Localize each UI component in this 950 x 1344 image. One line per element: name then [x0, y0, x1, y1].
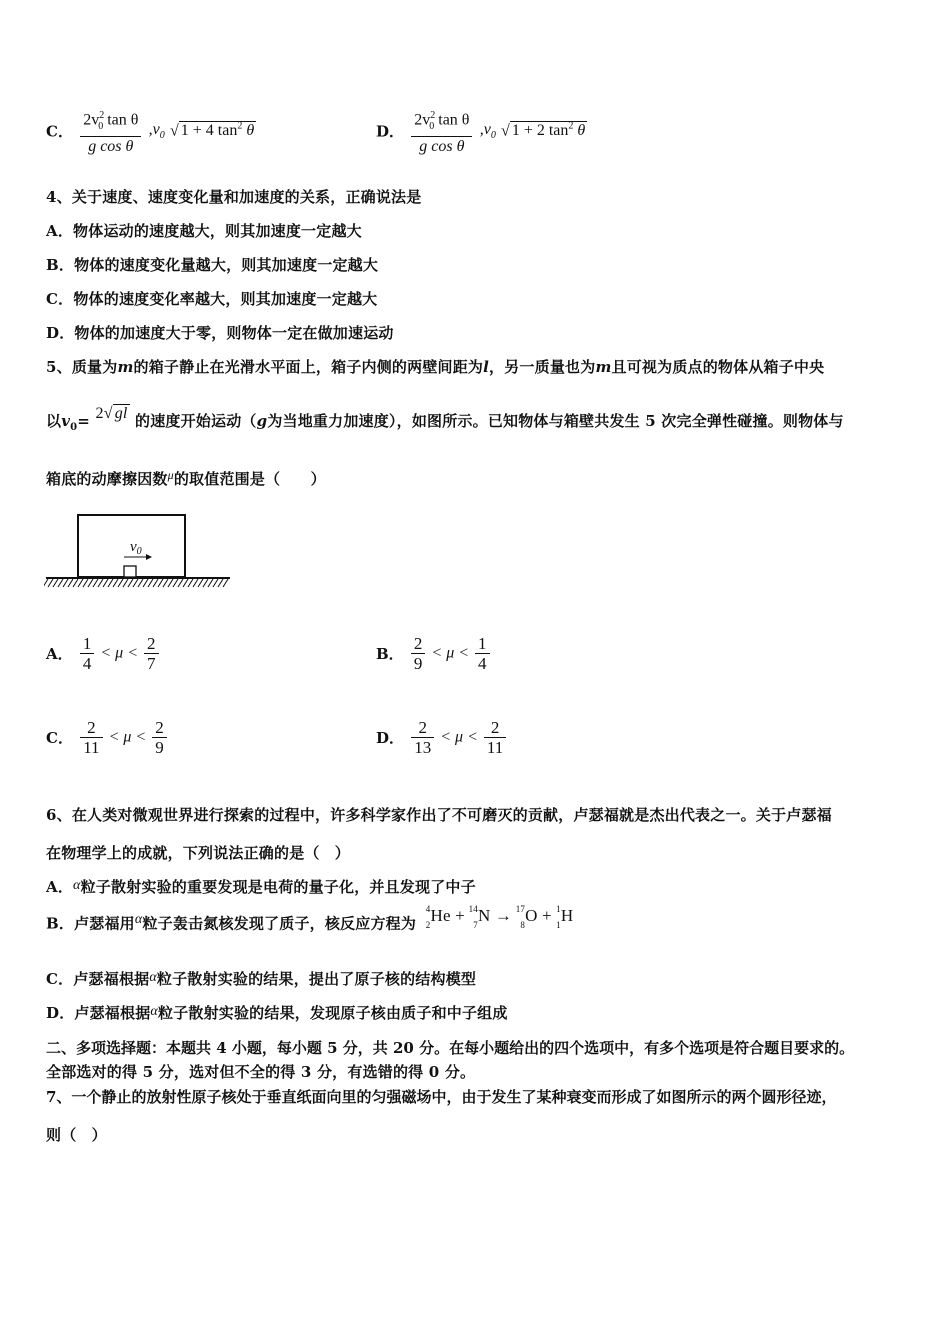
q5-option-d[interactable]: D． $\frac{2}{13}$ < μ < $\frac{2}{11}$	[376, 718, 508, 757]
hatch-mark	[208, 579, 213, 587]
q7-stem-line1: 7、一个静止的放射性原子核处于垂直纸面向里的匀强磁场中，由于发生了某种衰变而形成了如图所示的两个圆形径迹，	[46, 1088, 837, 1106]
section2-heading-line2: 全部选对的得 5 分，选对但不全的得 3 分，有选错的得 0 分。	[46, 1063, 476, 1081]
hatch-mark	[88, 579, 93, 587]
hatch-mark	[73, 579, 78, 587]
q3-option-d-fraction: $\frac{2v^2_0 \tan \theta}{\text{g cos θ}}$	[411, 106, 472, 156]
q4-option-d[interactable]: D．物体的加速度大于零，则物体一定在做加速运动	[46, 324, 394, 342]
q5-stem-line1: 5、质量为m的箱子静止在光滑水平面上，箱子内侧的两壁间距为l，另一质量也为m且可视为质点的物体从箱子中央	[46, 358, 825, 376]
hatch-mark	[123, 579, 128, 587]
hatch-mark	[198, 579, 203, 587]
hatch-mark	[158, 579, 163, 587]
hatch-mark	[183, 579, 188, 587]
q3-option-c[interactable]	[46, 106, 256, 156]
q6-option-a[interactable]: A．α粒子散射实验的重要发现是电荷的量子化，并且发现了中子	[46, 878, 476, 896]
q6-option-d[interactable]: D．卢瑟福根据α粒子散射实验的结果，发现原子核由质子和中子组成	[46, 1004, 508, 1022]
hatch-mark	[203, 579, 208, 587]
hatch-mark	[133, 579, 138, 587]
q3-option-d-sqrt: √ 1 + 2 $\tan^2 \theta$	[501, 121, 586, 140]
ground-hatching	[44, 579, 228, 587]
hatch-mark	[143, 579, 148, 587]
q3-option-d[interactable]	[376, 106, 587, 156]
q3-option-c-fraction: $\frac{2v^2_0 \tan \theta}{\text{g cos θ}}$	[80, 106, 141, 156]
velocity-label: $v_0$	[130, 539, 142, 557]
q4-option-a[interactable]: A．物体运动的速度越大，则其加速度一定越大	[46, 222, 362, 240]
section2-heading-line1: 二、多项选择题：本题共 4 小题，每小题 5 分，共 20 分。在每小题给出的四个选项中，有多个选项是符合题目要求的。	[46, 1039, 855, 1057]
q4-stem: 4、关于速度、速度变化量和加速度的关系，正确说法是	[46, 188, 422, 206]
q4-option-c[interactable]: C．物体的速度变化率越大，则其加速度一定越大	[46, 290, 378, 308]
q5-option-b[interactable]: B． $\frac{2}{9}$ < μ < $\frac{1}{4}$	[376, 634, 492, 673]
q7-stem-line2: 则（ ）	[46, 1126, 107, 1144]
q3-option-d-v0: $,v_0$	[479, 120, 496, 141]
q5-stem-line2: 以$v_0= 2√$ gl 的速度开始运动（g为当地重力加速度），如图所示。已知物体与箱壁共发生 5 次完全弹性碰撞。则物体与	[46, 405, 844, 433]
hatch-mark	[213, 579, 218, 587]
hatch-mark	[128, 579, 133, 587]
q6-option-b[interactable]: B．卢瑟福用α粒子轰击氮核发现了质子，核反应方程为 4 2 He + 14 7 N → 17 8 O + 1 1 H	[46, 904, 574, 933]
hatch-mark	[223, 579, 228, 587]
hatch-mark	[103, 579, 108, 587]
q5-box-figure	[44, 512, 234, 594]
q3-option-c-v0: $,v_0$	[148, 120, 165, 141]
hatch-mark	[48, 579, 53, 587]
hatch-mark	[83, 579, 88, 587]
hatch-mark	[108, 579, 113, 587]
hatch-mark	[68, 579, 73, 587]
velocity-arrowhead	[146, 554, 152, 560]
q6-stem-line2: 在物理学上的成就，下列说法正确的是（ ）	[46, 844, 351, 862]
hatch-mark	[163, 579, 168, 587]
q3-option-c-label: C．	[46, 122, 73, 141]
hatch-mark	[178, 579, 183, 587]
hatch-mark	[113, 579, 118, 587]
hatch-mark	[118, 579, 123, 587]
q6-stem-line1: 6、在人类对微观世界进行探索的过程中，许多科学家作出了不可磨灭的贡献，卢瑟福就是杰出代表之一。关于卢瑟福	[46, 806, 832, 824]
hatch-mark	[168, 579, 173, 587]
q5-option-c[interactable]: C． $\frac{2}{11}$ < μ < $\frac{2}{9}$	[46, 718, 169, 757]
q6-option-c[interactable]: C．卢瑟福根据α粒子散射实验的结果，提出了原子核的结构模型	[46, 970, 477, 988]
hatch-mark	[193, 579, 198, 587]
nuclear-equation: 4 2 He + 14 7 N → 17 8 O + 1 1 H	[425, 904, 574, 930]
hatch-mark	[148, 579, 153, 587]
hatch-mark	[78, 579, 83, 587]
hatch-mark	[173, 579, 178, 587]
q3-option-d-label: D．	[376, 122, 405, 141]
hatch-mark	[138, 579, 143, 587]
hatch-mark	[218, 579, 223, 587]
q4-option-b[interactable]: B．物体的速度变化量越大，则其加速度一定越大	[46, 256, 379, 274]
hatch-mark	[98, 579, 103, 587]
q5-option-a[interactable]: A． $\frac{1}{4}$ < μ < $\frac{2}{7}$	[46, 634, 161, 673]
hatch-mark	[44, 579, 48, 587]
hatch-mark	[188, 579, 193, 587]
hatch-mark	[153, 579, 158, 587]
small-block	[124, 566, 136, 577]
q3-option-c-sqrt: √ 1 + 4 $\tan^2 \theta$	[169, 121, 255, 140]
hatch-mark	[58, 579, 63, 587]
hatch-mark	[93, 579, 98, 587]
hatch-mark	[53, 579, 58, 587]
q5-stem-line3: 箱底的动摩擦因数$^\mu$的取值范围是（ ）	[46, 468, 326, 488]
hatch-mark	[63, 579, 68, 587]
